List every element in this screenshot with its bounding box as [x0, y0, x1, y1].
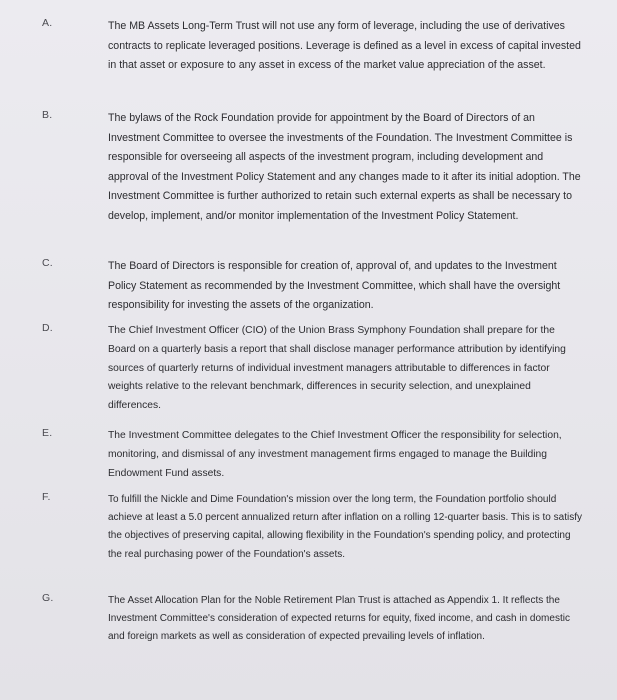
item-text: The Asset Allocation Plan for the Noble Retirement Plan Trust is attached as Appendix 1. It reflects the Investment Committee's consideration of expected returns for equity, fixed income, and cash in domestic and foreign markets as well as consideration of expected prevailing levels of inflation. [108, 595, 570, 643]
item-letter: D. [42, 322, 53, 334]
item-letter: G. [42, 592, 54, 604]
item-text: The Investment Committee delegates to the Chief Investment Officer the responsibility for selection, monitoring, and dismissal of any investment management firms engaged to manage the Building Endowment Fund assets. [108, 430, 562, 479]
item-text: The Chief Investment Officer (CIO) of the Union Brass Symphony Foundation shall prepare for the Board on a quarterly basis a report that shall disclose manager performance attribution by identifying sources of quarterly returns of individual investment managers attributable to differences in factor weights relative to the relevant benchmark, differences in security selection, and unexplained differences. [108, 325, 566, 412]
item-letter: B. [42, 109, 53, 121]
item-letter: F. [42, 491, 51, 503]
item-letter: C. [42, 257, 53, 269]
item-text: The MB Assets Long-Term Trust will not use any form of leverage, including the use of derivatives contracts to replicate leveraged positions. Leverage is defined as a level in excess of capital invested in that asset or exposure to any asset in excess of the market value appreciation of the asset. [108, 20, 581, 72]
item-letter: A. [42, 17, 53, 29]
item-text: The Board of Directors is responsible for creation of, approval of, and updates to the Investment Policy Statement as recommended by the Investment Committee, which shall have the oversight responsibility for investing the assets of the organization. [108, 260, 561, 312]
item-text: To fulfill the Nickle and Dime Foundation's mission over the long term, the Foundation portfolio should achieve at least a 5.0 percent annualized return after inflation on a rolling 12-quarter basis. This is to satisfy the objectives of preserving capital, allowing flexibility in the Foundation's spending policy, and protecting the real purchasing power of the Foundation's assets. [108, 494, 582, 560]
item-text: The bylaws of the Rock Foundation provide for appointment by the Board of Directors of an Investment Committee to oversee the investments of the Foundation. The Investment Committee is responsible for overseeing all aspects of the investment program, including development and approval of the Investment Policy Statement and any changes made to it after its initial adoption. The Investment Committee is further authorized to retain such external experts as shall be necessary to develop, implement, and/or monitor implementation of the Investment Policy Statement. [108, 112, 581, 222]
item-letter: E. [42, 427, 53, 439]
